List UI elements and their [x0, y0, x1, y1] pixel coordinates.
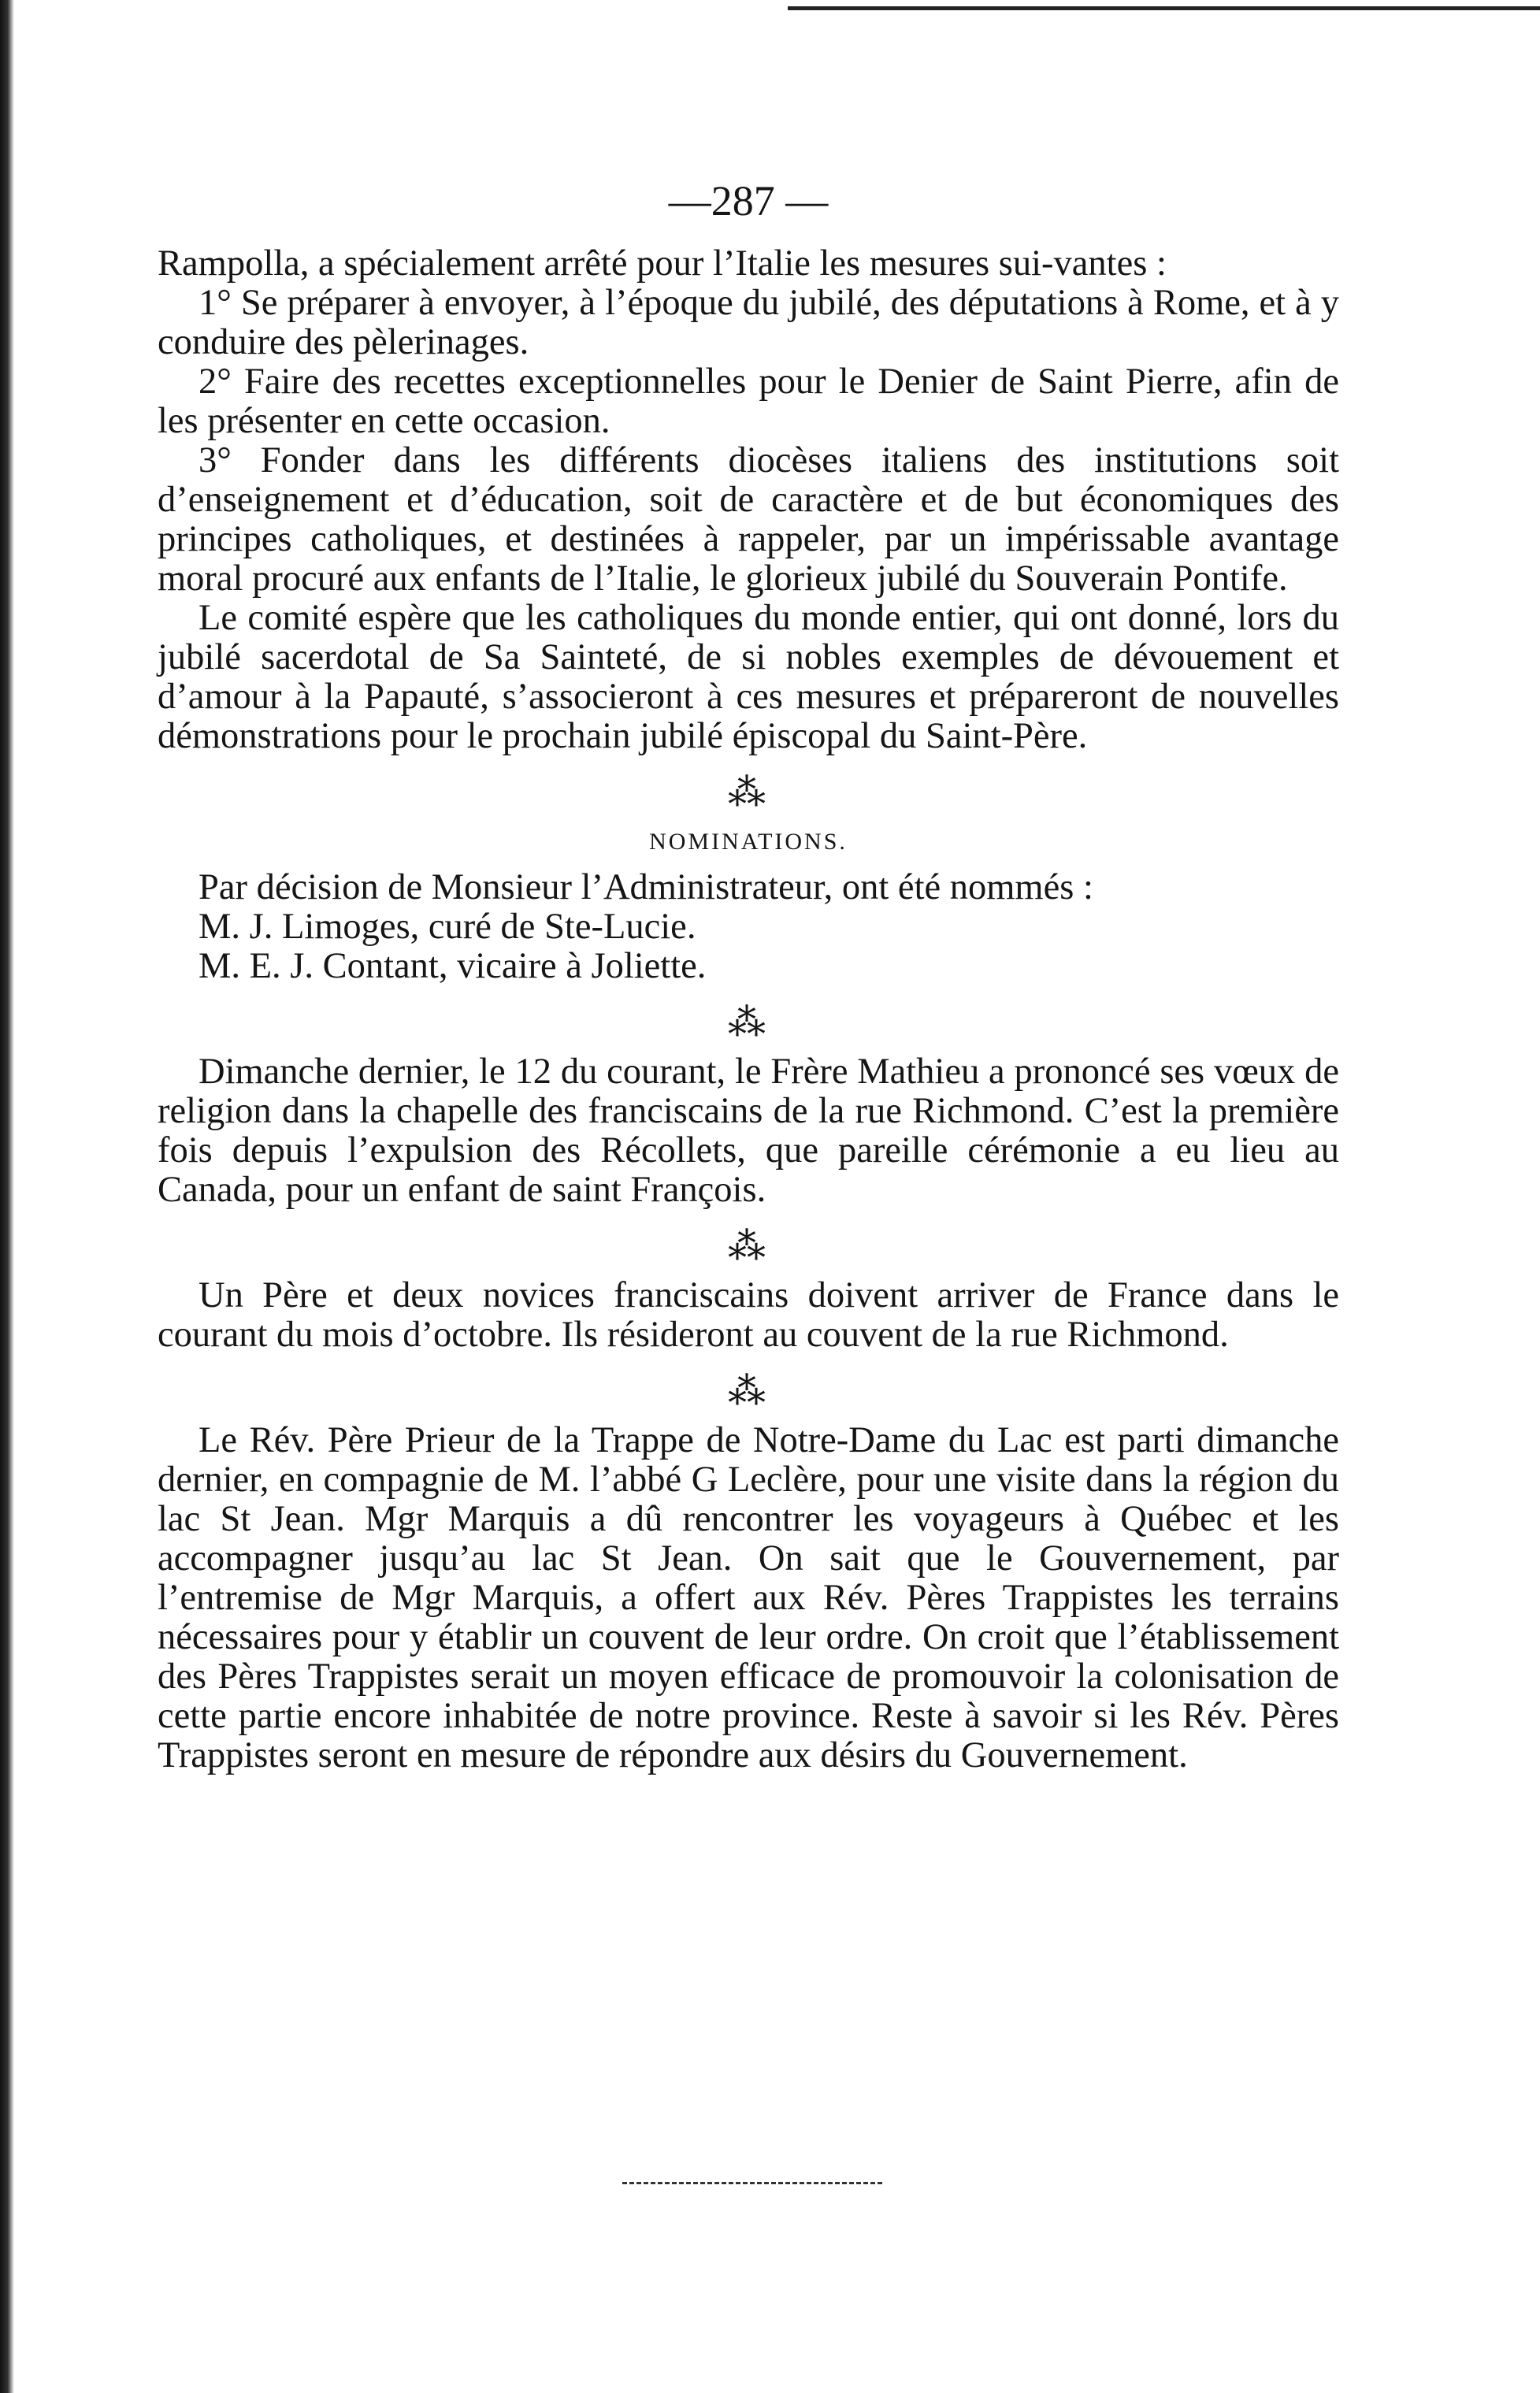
- page-number: —287 —: [668, 177, 829, 224]
- paragraph-item-1: 1° Se préparer à envoyer, à l’époque du jubilé, des députations à Rome, et à y conduire des pèlerinages.: [158, 283, 1339, 362]
- top-edge-rule: [788, 6, 1540, 10]
- section-separator-asterism: ⁂: [728, 1371, 769, 1412]
- page-binding-shadow: [0, 0, 14, 2393]
- nomination-item: M. E. J. Contant, vicaire à Joliette.: [199, 946, 707, 986]
- paragraph-trappe: Le Rév. Père Prieur de la Trappe de Notre-Dame du Lac est parti dimanche dernier, en compagnie de M. l’abbé G Leclère, pour une visite dans la région du lac St Jean. Mgr Marquis a dû rencontrer les voyageurs à Québec et les accompagner jusqu’au lac St Jean. On sait que le Gouvernement, par l’entremise de Mgr Marquis, a offert aux Rév. Pères Trappistes les terrains nécessaires pour y établir un couvent de leur ordre. On croit que l’établissement des Pères Trappistes serait un moyen efficace de promouvoir la colonisation de cette partie encore inhabitée de notre province. Reste à savoir si les Rév. Pères Trappistes seront en mesure de répondre aux désirs du Gouvernement.: [158, 1420, 1339, 1775]
- section-separator-asterism: ⁂: [728, 1226, 769, 1267]
- paragraph-franciscains: Un Père et deux novices franciscains doivent arriver de France dans le courant du mois d’octobre. Ils résideront au couvent de la rue Richmond.: [158, 1275, 1339, 1355]
- paragraph-frere-mathieu: Dimanche dernier, le 12 du courant, le Frère Mathieu a prononcé ses vœux de religion dans la chapelle des franciscains de la rue Richmond. C’est la première fois depuis l’expulsion des Récollets, que pareille cérémonie a eu lieu au Canada, pour un enfant de saint François.: [158, 1052, 1339, 1210]
- paragraph-item-3: 3° Fonder dans les différents diocèses italiens des institutions soit d’enseignement et d’éducation, soit de caractère et de but économiques des principes catholiques, et destinées à rappeler, par un impérissable avantage moral procuré aux enfants de l’Italie, le glorieux jubilé du Souverain Pontife.: [158, 440, 1339, 599]
- paragraph-comite: Le comité espère que les catholiques du monde entier, qui ont donné, lors du jubilé sacerdotal de Sa Sainteté, de si nobles exemples de dévouement et d’amour à la Papauté, s’associeront à ces mesures et prépareront de nouvelles démonstrations pour le prochain jubilé épiscopal du Saint-Père.: [158, 598, 1339, 756]
- paragraph-intro: Rampolla, a spécialement arrêté pour l’Italie les mesures sui-vantes :: [158, 243, 1167, 284]
- page-body: [158, 244, 1339, 1775]
- nomination-item: M. J. Limoges, curé de Ste-Lucie.: [199, 907, 696, 947]
- paragraph-item-2: 2° Faire des recettes exceptionnelles pour le Denier de Saint Pierre, afin de les présenter en cette occasion.: [158, 362, 1339, 441]
- section-separator-asterism: ⁂: [728, 772, 769, 814]
- nominations-intro: Par décision de Monsieur l’Administrateur, ont été nommés :: [199, 867, 1093, 907]
- section-separator-asterism: ⁂: [728, 1002, 769, 1044]
- closing-rule: [622, 2182, 882, 2184]
- section-heading-nominations: NOMINATIONS.: [649, 829, 848, 855]
